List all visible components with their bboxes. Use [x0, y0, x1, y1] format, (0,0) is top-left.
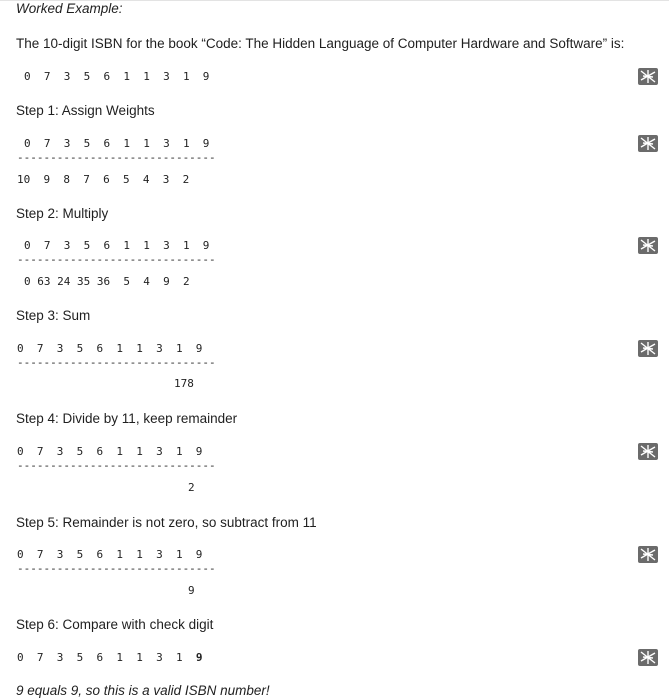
step-3-title: Step 3: Sum: [16, 308, 91, 323]
step-2-title: Step 2: Multiply: [16, 206, 109, 221]
step-1-digits: 0 7 3 5 6 1 1 3 1 9: [24, 137, 210, 150]
copy-code-icon: [638, 649, 658, 666]
step-1-title: Step 1: Assign Weights: [16, 103, 155, 118]
copy-code-icon: [638, 546, 658, 563]
worked-example-label: Worked Example:: [16, 1, 123, 16]
copy-code-button[interactable]: [638, 135, 658, 152]
copy-code-icon: [638, 68, 658, 85]
intro-text: The 10-digit ISBN for the book “Code: The Hidden Language of Computer Hardware and Software” is:: [16, 36, 625, 51]
copy-code-icon: [638, 443, 658, 460]
step-2-result: 0 63 24 35 36 5 4 9 2: [24, 275, 190, 288]
copy-code-button[interactable]: [638, 237, 658, 254]
step-4-result: 2: [188, 481, 195, 494]
step-6-title: Step 6: Compare with check digit: [16, 617, 214, 632]
step-3-digits: 0 7 3 5 6 1 1 3 1 9: [17, 342, 203, 355]
step-3-result: 178: [174, 377, 194, 390]
copy-code-icon: [638, 237, 658, 254]
step-6-digits: [17, 651, 202, 665]
step-4-title: Step 4: Divide by 11, keep remainder: [16, 411, 238, 426]
step-5-rule: ------------------------------: [17, 562, 216, 575]
copy-code-button[interactable]: [638, 546, 658, 563]
copy-code-icon: [638, 135, 658, 152]
conclusion-text: 9 equals 9, so this is a valid ISBN number!: [16, 683, 270, 698]
isbn-digits: 0 7 3 5 6 1 1 3 1 9: [24, 70, 210, 83]
copy-code-button[interactable]: [638, 340, 658, 357]
step-6-digits-prefix: 0 7 3 5 6 1 1 3 1: [17, 651, 196, 664]
step-4-rule: ------------------------------: [17, 459, 216, 472]
step-1-rule: ------------------------------: [17, 151, 216, 164]
step-5-result: 9: [188, 584, 195, 597]
copy-code-icon: [638, 340, 658, 357]
step-5-title: Step 5: Remainder is not zero, so subtract from 11: [16, 515, 317, 530]
copy-code-button[interactable]: [638, 649, 658, 666]
copy-code-button[interactable]: [638, 443, 658, 460]
step-4-digits: 0 7 3 5 6 1 1 3 1 9: [17, 445, 203, 458]
copy-code-button[interactable]: [638, 68, 658, 85]
step-2-digits: 0 7 3 5 6 1 1 3 1 9: [24, 239, 210, 252]
step-2-rule: ------------------------------: [17, 253, 216, 266]
step-3-rule: ------------------------------: [17, 356, 216, 369]
step-5-digits: 0 7 3 5 6 1 1 3 1 9: [17, 548, 203, 561]
step-6-check-digit: 9: [195, 651, 203, 664]
step-1-result: 10 9 8 7 6 5 4 3 2: [17, 173, 190, 186]
